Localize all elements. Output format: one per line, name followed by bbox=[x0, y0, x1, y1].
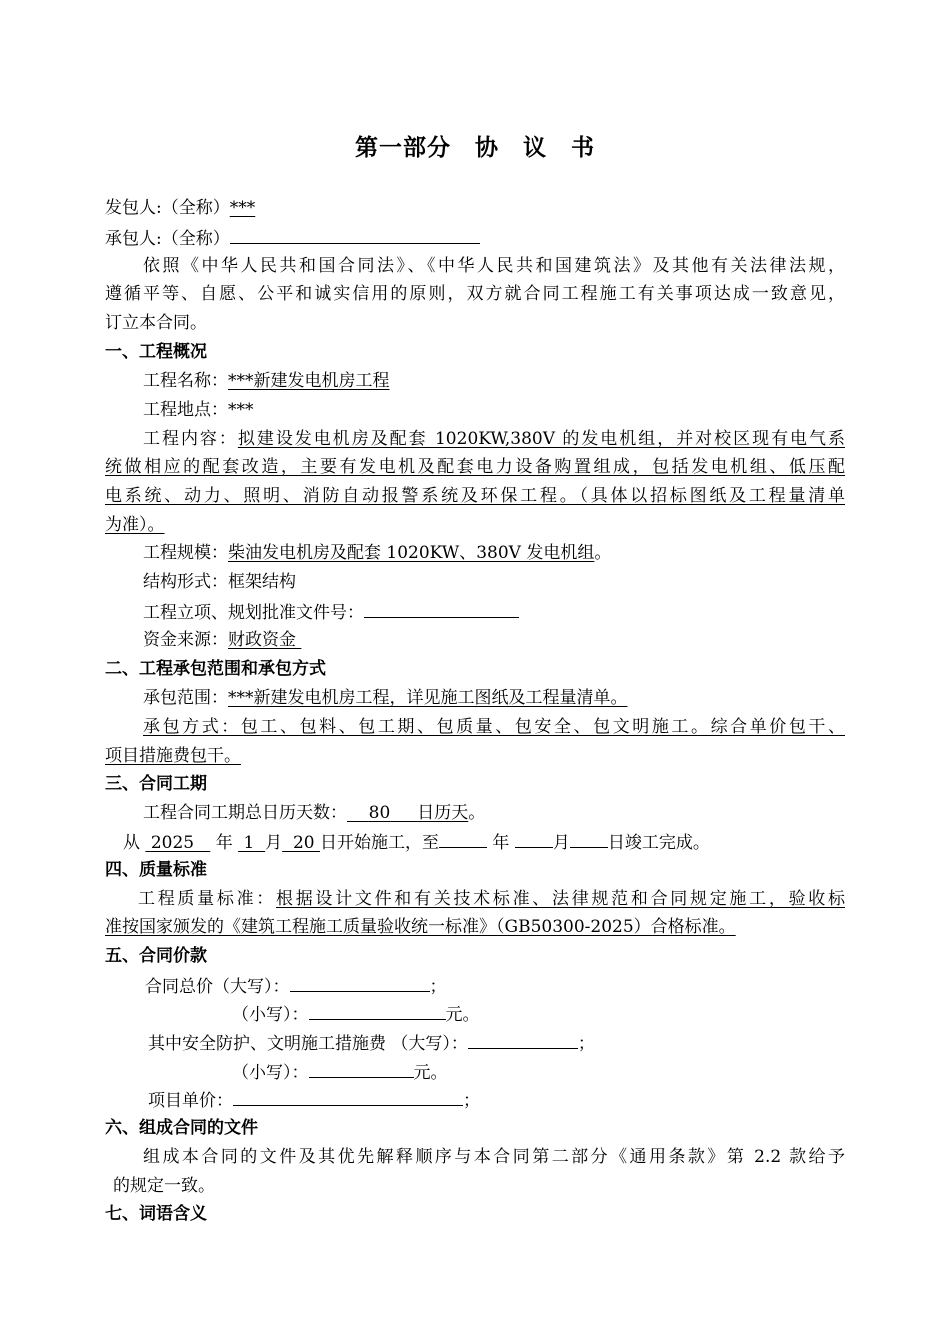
punct: ； bbox=[577, 1034, 595, 1054]
total-price-lower bbox=[232, 1001, 480, 1025]
project-scale bbox=[143, 541, 611, 565]
project-content-line: 电系统、动力、照明、消防自动报警系统及环保工程。（具体以招标图纸及工程量清单 bbox=[105, 486, 845, 506]
project-content-line: 为准）。 bbox=[105, 515, 165, 535]
quality-standard-line: 准按国家颁发的《建筑工程施工质量验收统一标准》（GB50300-2025）合格标准。 bbox=[105, 917, 736, 937]
label: 工程内容： bbox=[143, 429, 238, 449]
total-upper-blank[interactable] bbox=[290, 973, 430, 992]
total-lower-blank[interactable] bbox=[309, 1001, 446, 1020]
start-day: 20 bbox=[292, 833, 315, 853]
label: （小写）： bbox=[232, 1063, 309, 1083]
punct: ； bbox=[429, 977, 447, 997]
label: 项目单价： bbox=[148, 1091, 233, 1111]
approval-number bbox=[143, 599, 519, 623]
contract-mode-line: 项目措施费包干。 bbox=[105, 746, 241, 766]
contract-scope bbox=[143, 686, 628, 710]
label: 月 bbox=[265, 833, 283, 853]
punct: 。 bbox=[594, 543, 612, 563]
safety-fee-lower bbox=[232, 1059, 448, 1083]
schedule-dates bbox=[123, 829, 710, 853]
days-unit: 日历天 bbox=[417, 803, 469, 823]
days-field bbox=[347, 803, 468, 823]
quality-standard bbox=[138, 887, 845, 911]
preamble-line: 遵循平等、自愿、公平和诚实信用的原则，双方就合同工程施工有关事项达成一致意见， bbox=[105, 284, 845, 304]
section-heading: 六、组成合同的文件 bbox=[105, 1118, 258, 1138]
end-year-blank[interactable] bbox=[439, 829, 487, 848]
label: 年 bbox=[215, 833, 233, 853]
label: 年 bbox=[492, 833, 510, 853]
label: 工程质量标准： bbox=[138, 889, 276, 909]
label: 工程合同工期总日历天数： bbox=[143, 803, 347, 823]
value: ***新建发电机房工程 bbox=[228, 371, 390, 391]
safety-lower-blank[interactable] bbox=[309, 1059, 414, 1078]
start-month: 1 bbox=[243, 833, 255, 853]
section-heading: 五、合同价款 bbox=[105, 946, 207, 966]
label: 其中安全防护、文明施工措施费 （大写）： bbox=[148, 1034, 468, 1054]
label: 日开始施工，至 bbox=[320, 833, 440, 853]
section-heading: 三、合同工期 bbox=[105, 774, 207, 794]
punct: ； bbox=[463, 1091, 480, 1111]
section-heading: 四、质量标准 bbox=[105, 860, 207, 880]
label: 工程规模： bbox=[143, 543, 228, 563]
label: 从 bbox=[123, 833, 140, 853]
value: 拟建设发电机房及配套 1020KW,380V 的发电机组，并对校区现有电气系 bbox=[237, 429, 845, 449]
label: 资金来源： bbox=[143, 630, 228, 650]
section-heading: 一、工程概况 bbox=[105, 342, 207, 362]
section-heading: 七、词语含义 bbox=[105, 1204, 207, 1224]
end-month-blank[interactable] bbox=[515, 829, 553, 848]
employer-line bbox=[105, 196, 255, 220]
unit-price bbox=[148, 1087, 480, 1111]
end-day-blank[interactable] bbox=[570, 829, 608, 848]
days-value: 80 bbox=[368, 803, 391, 823]
page-title: 第一部分 协 议 书 bbox=[355, 135, 595, 161]
contract-mode: 承包方式：包工、包料、包工期、包质量、包安全、包文明施工。综合单价包干、 bbox=[143, 717, 845, 737]
label: 日竣工完成。 bbox=[607, 833, 710, 853]
approval-blank[interactable] bbox=[364, 599, 519, 618]
punct: 。 bbox=[468, 803, 486, 823]
total-price-upper bbox=[145, 973, 447, 997]
value: 框架结构 bbox=[228, 572, 296, 592]
label: 合同总价（大写）： bbox=[145, 977, 290, 997]
structure-form bbox=[143, 570, 296, 594]
project-content bbox=[143, 427, 845, 451]
section-heading: 二、工程承包范围和承包方式 bbox=[105, 659, 326, 679]
employer-value: *** bbox=[229, 198, 256, 218]
value: 财政资金 bbox=[228, 630, 296, 650]
safety-upper-blank[interactable] bbox=[468, 1030, 578, 1049]
preamble-line: 依照《中华人民共和国合同法》、《中华人民共和国建筑法》及其他有关法律法规， bbox=[143, 256, 845, 276]
contractor-line bbox=[105, 225, 480, 249]
contract-documents-line: 的规定一致。 bbox=[113, 1176, 215, 1196]
label: 结构形式： bbox=[143, 572, 228, 592]
total-days bbox=[143, 801, 485, 825]
employer-label: 发包人:（全称） bbox=[105, 198, 230, 218]
contractor-blank[interactable] bbox=[230, 225, 480, 244]
funding-source bbox=[143, 628, 301, 652]
unit: 元。 bbox=[445, 1005, 480, 1025]
label: 工程地点： bbox=[143, 400, 228, 420]
unit: 元。 bbox=[413, 1063, 448, 1083]
label: 工程名称： bbox=[143, 371, 228, 391]
label: 工程立项、规划批准文件号： bbox=[143, 603, 364, 623]
value: 柴油发电机房及配套 1020KW、380V 发电机组 bbox=[228, 543, 595, 563]
safety-fee-upper bbox=[148, 1030, 595, 1054]
project-name bbox=[143, 369, 390, 393]
start-year: 2025 bbox=[150, 833, 195, 853]
contract-documents: 组成本合同的文件及其优先解释顺序与本合同第二部分《通用条款》第 2.2 款给予 bbox=[143, 1147, 845, 1167]
value: 根据设计文件和有关技术标准、法律规范和合同规定施工，验收标 bbox=[276, 889, 845, 909]
unit-price-blank[interactable] bbox=[233, 1087, 463, 1106]
label: 承包范围： bbox=[143, 688, 228, 708]
preamble-line: 订立本合同。 bbox=[105, 313, 207, 333]
label: （小写）： bbox=[232, 1005, 309, 1025]
project-content-line: 统做相应的配套改造，主要有发电机及配套电力设备购置组成，包括发电机组、低压配 bbox=[105, 457, 845, 477]
value: ***新建发电机房工程，详见施工图纸及工程量清单。 bbox=[228, 688, 628, 708]
project-location bbox=[143, 398, 254, 422]
contractor-label: 承包人:（全称） bbox=[105, 229, 230, 249]
value: *** bbox=[228, 400, 254, 420]
label: 月 bbox=[552, 833, 570, 853]
